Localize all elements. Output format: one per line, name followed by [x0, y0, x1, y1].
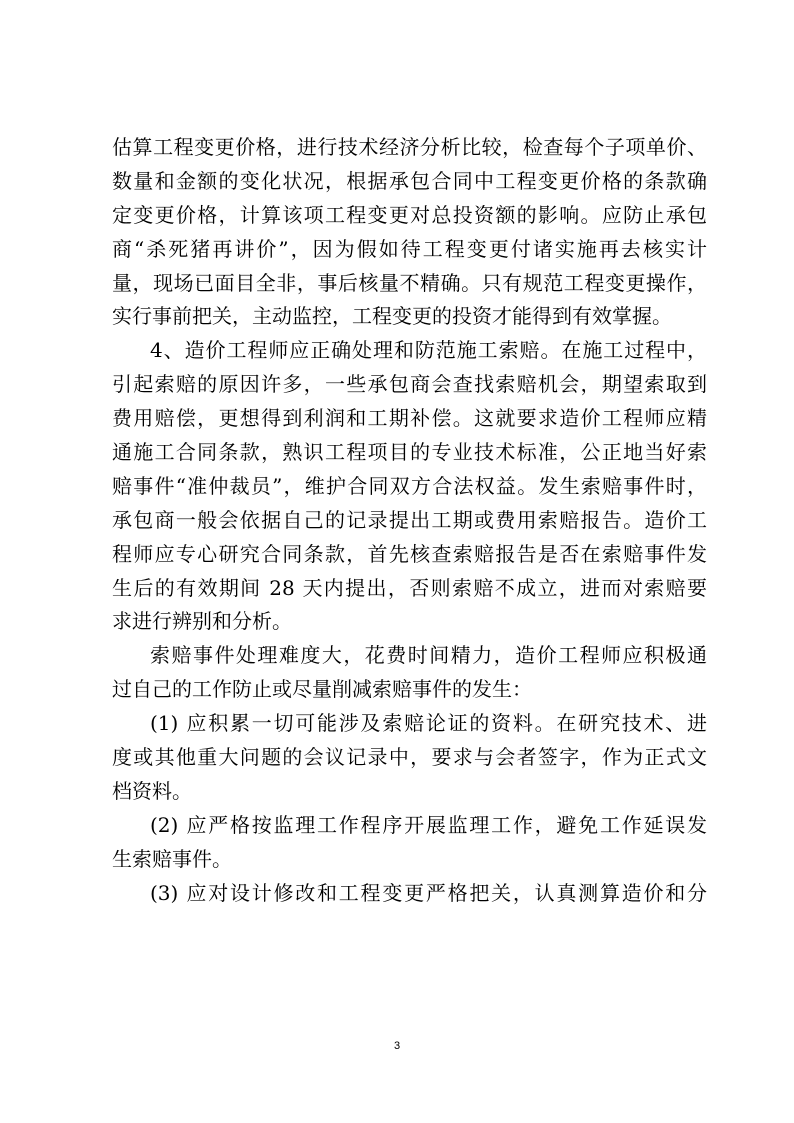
paragraph-engineering-change-pricing [112, 131, 707, 334]
text-line: 档资料。 [112, 778, 192, 803]
text-line: 程师应专心研究合同条款，首先核查索赔报告是否在索赔事件发 [112, 541, 707, 566]
list-item-1 [112, 707, 707, 809]
text-line: 赔事件“准仲裁员”，维护合同双方合法权益。发生索赔事件时， [112, 473, 707, 498]
text-line: 估算工程变更价格，进行技术经济分析比较，检查每个子项单价、 [112, 135, 707, 159]
list-item-3 [112, 877, 707, 911]
text-line: (1) 应积累一切可能涉及索赔论证的资料。在研究技术、进 [150, 711, 707, 736]
text-line: 量，现场已面目全非，事后核量不精确。只有规范工程变更操作， [112, 270, 707, 295]
text-line: (3) 应对设计修改和工程变更严格把关，认真测算造价和分 [150, 880, 707, 905]
text-line: 度或其他重大问题的会议记录中，要求与会者签字，作为正式文 [112, 745, 707, 770]
text-line: 通施工合同条款，熟识工程项目的专业技术标准，公正地当好索 [112, 440, 707, 465]
text-line: 过自己的工作防止或尽量削减索赔事件的发生： [112, 677, 532, 702]
text-line: (2) 应严格按监理工作程序开展监理工作，避免工作延误发 [150, 812, 707, 837]
body-text [112, 131, 707, 910]
text-line: 求进行辨别和分析。 [112, 609, 292, 634]
text-line: 4、造价工程师应正确处理和防范施工索赔。在施工过程中， [150, 338, 707, 363]
text-line: 索赔事件处理难度大，花费时间精力，造价工程师应积极通 [150, 643, 707, 668]
text-line: 生索赔事件。 [112, 846, 232, 871]
page-number: 3 [393, 1040, 401, 1052]
text-line: 定变更价格，计算该项工程变更对总投资额的影响。应防止承包 [112, 202, 707, 227]
text-line: 承包商一般会依据自己的记录提出工期或费用索赔报告。造价工 [112, 507, 707, 532]
text-line: 实行事前把关，主动监控，工程变更的投资才能得到有效掌握。 [112, 304, 672, 329]
paragraph-claims-handling [112, 334, 707, 639]
text-line: 费用赔偿，更想得到利润和工期补偿。这就要求造价工程师应精 [112, 406, 707, 431]
paragraph-claims-prevention-intro [112, 639, 707, 707]
text-line: 引起索赔的原因许多，一些承包商会查找索赔机会，期望索取到 [112, 372, 707, 397]
list-item-2 [112, 809, 707, 877]
text-line: 生后的有效期间 28 天内提出，否则索赔不成立，进而对索赔要 [112, 575, 707, 600]
text-line: 数量和金额的变化状况，根据承包合同中工程变更价格的条款确 [112, 168, 707, 193]
text-line: 商“杀死猪再讲价”，因为假如待工程变更付诸实施再去核实计 [112, 236, 707, 261]
